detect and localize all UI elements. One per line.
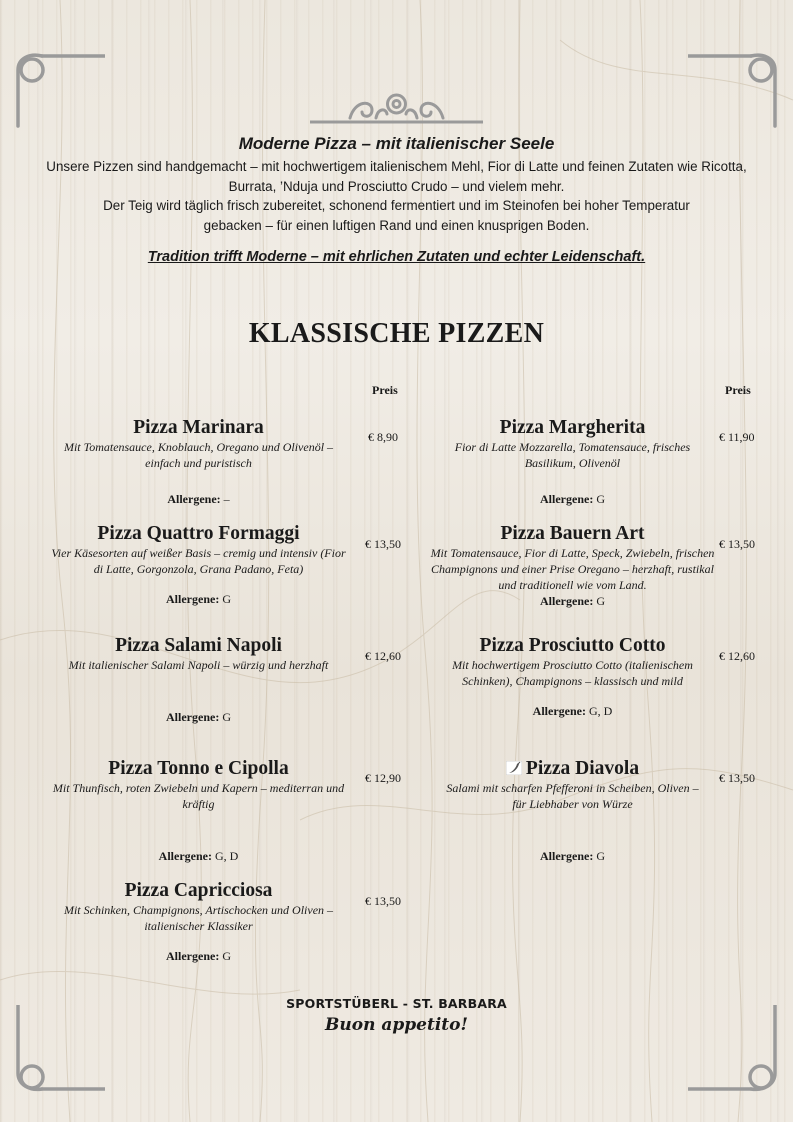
item-price: € 13,50 (365, 537, 401, 551)
menu-item (420, 635, 725, 719)
item-name-row (420, 758, 725, 780)
item-price: € 12,60 (365, 649, 401, 663)
item-name: Pizza Bauern Art (500, 523, 645, 544)
item-name: Pizza Prosciutto Cotto (479, 635, 666, 656)
allergen-value: G (596, 594, 605, 608)
allergen-value: G, D (588, 704, 613, 718)
item-description: Mit hochwertigem Prosciutto Cotto (italienischem Schinken), Champignons – klassisch und mild (452, 658, 693, 688)
scroll-ornament (310, 88, 483, 128)
menu-item (420, 523, 725, 609)
allergen-value: G (222, 710, 231, 724)
intro-motto: Tradition trifft Moderne – mit ehrlichen Zutaten und echter Leidenschaft. (147, 249, 646, 265)
allergen-label: Allergene: (166, 710, 220, 724)
price-header-right: Preis (725, 383, 751, 397)
allergen-value: – (223, 492, 230, 506)
item-description: Fior di Latte Mozzarella, Tomatensauce, frisches Basilikum, Olivenöl (454, 440, 691, 470)
closing-greeting: Buon appetito! (325, 1015, 468, 1035)
item-name: Pizza Capricciosa (124, 880, 273, 901)
item-description: Mit Tomatensauce, Fior di Latte, Speck, Zwiebeln, frischen Champignons und einer Prise Oregano – herzhaft, rustikal und traditionell wie vom Land. (430, 546, 715, 592)
item-description: Mit Thunfisch, roten Zwiebeln und Kapern – mediterran und kräftig (52, 781, 345, 811)
item-description: Mit italienischer Salami Napoli – würzig und herzhaft (68, 658, 329, 672)
item-allergens (46, 948, 351, 964)
item-description: Salami mit scharfen Pfefferoni in Scheiben, Oliven – für Liebhaber von Würze (446, 781, 699, 811)
menu-item (46, 635, 351, 725)
item-allergens (46, 709, 351, 725)
allergen-label: Allergene: (532, 704, 586, 718)
item-name: Pizza Salami Napoli (115, 635, 282, 656)
item-name: Pizza Margherita (499, 417, 646, 438)
intro-text-1: Unsere Pizzen sind handgemacht – mit hochwertigem italienischem Mehl, Fior di Latte und feinen Zutaten wie Ricotta, Burrata, ’Nduja und Prosciutto Crudo – und vielem mehr. (46, 159, 747, 194)
chili-icon (506, 761, 522, 775)
intro-title: Moderne Pizza – mit italienischer Seele (238, 134, 555, 153)
allergen-label: Allergene: (540, 594, 594, 608)
allergen-value: G (222, 949, 231, 963)
item-allergens (420, 848, 725, 864)
item-name: Pizza Tonno e Cipolla (108, 758, 289, 779)
item-name: Pizza Quattro Formaggi (97, 523, 300, 544)
menu-item (420, 417, 725, 507)
item-allergens (420, 703, 725, 719)
item-allergens (46, 491, 351, 507)
item-description: Mit Tomatensauce, Knoblauch, Oregano und Olivenöl – einfach und puristisch (63, 440, 334, 470)
menu-item (46, 758, 351, 864)
corner-ornament-top-right (688, 48, 783, 128)
allergen-label: Allergene: (167, 492, 221, 506)
menu-item (46, 880, 351, 964)
menu-item (46, 417, 351, 507)
item-price: € 13,50 (719, 771, 755, 785)
item-price: € 11,90 (719, 430, 755, 444)
allergen-value: G, D (214, 849, 239, 863)
item-allergens (46, 848, 351, 864)
item-name: Pizza Diavola (525, 758, 640, 779)
menu-item (420, 758, 725, 864)
allergen-label: Allergene: (158, 849, 212, 863)
menu-item (46, 523, 351, 607)
intro-text-2: Der Teig wird täglich frisch zubereitet, schonend fermentiert und im Steinofen bei hoher Temperatur gebacken – für einen luftigen Rand und einen knusprigen Boden. (103, 198, 690, 233)
section-title: KLASSISCHE PIZZEN (248, 318, 545, 349)
corner-ornament-top-left (10, 48, 105, 128)
item-price: € 12,90 (365, 771, 401, 785)
allergen-label: Allergene: (540, 492, 594, 506)
allergen-label: Allergene: (540, 849, 594, 863)
allergen-value: G (596, 849, 605, 863)
price-header-left: Preis (372, 383, 398, 397)
item-price: € 13,50 (719, 537, 755, 551)
intro-section (30, 133, 763, 268)
allergen-value: G (596, 492, 605, 506)
allergen-value: G (222, 592, 231, 606)
restaurant-name: SPORTSTÜBERL - ST. BARBARA (286, 996, 507, 1011)
item-name: Pizza Marinara (133, 417, 264, 438)
item-price: € 13,50 (365, 894, 401, 908)
item-allergens (46, 591, 351, 607)
item-allergens (420, 593, 725, 609)
allergen-label: Allergene: (166, 592, 220, 606)
item-price: € 12,60 (719, 649, 755, 663)
allergen-label: Allergene: (166, 949, 220, 963)
item-allergens (420, 491, 725, 507)
item-description: Mit Schinken, Champignons, Artischocken und Oliven – italienischer Klassiker (63, 903, 334, 933)
item-price: € 8,90 (368, 430, 398, 444)
item-description: Vier Käsesorten auf weißer Basis – cremig und intensiv (Fior di Latte, Gorgonzola, Grana Padano, Feta) (51, 546, 346, 576)
